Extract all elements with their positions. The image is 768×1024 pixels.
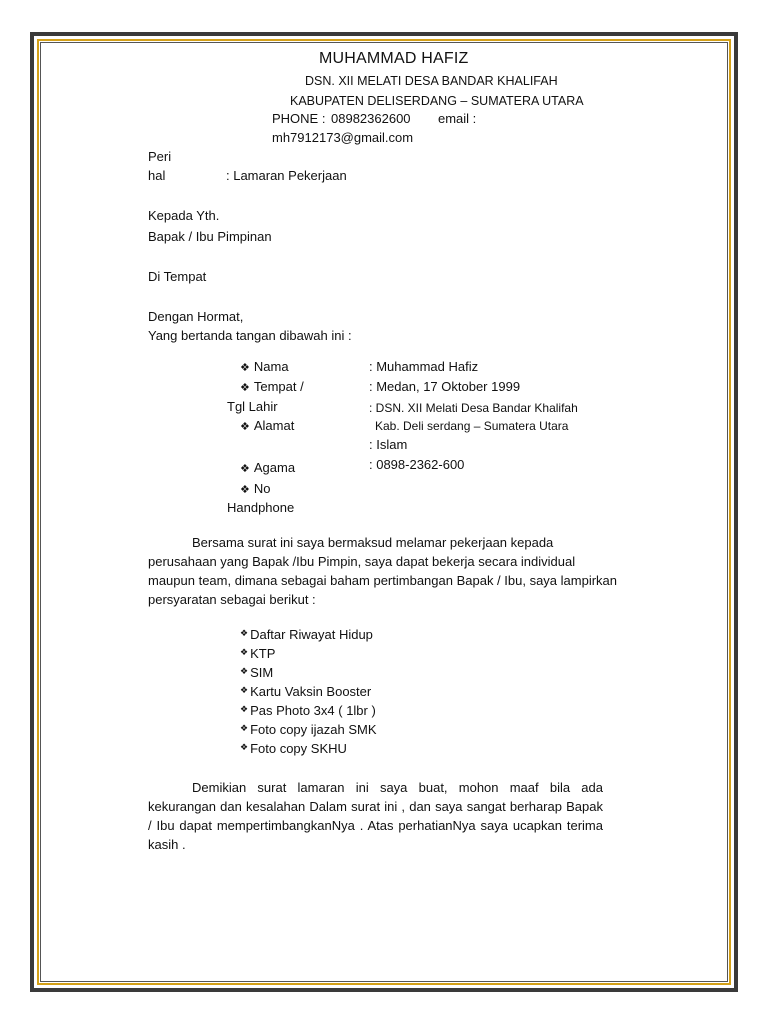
identity-label-agama: ❖ Agama	[240, 460, 296, 475]
diamond-bullet-icon: ❖	[240, 382, 250, 394]
identity-label-tgl-lahir: Tgl Lahir	[227, 399, 278, 414]
identity-value-hp: : 0898-2362-600	[369, 457, 465, 472]
email-value: mh7912173@gmail.com	[272, 130, 414, 145]
diamond-bullet-icon: ❖	[240, 647, 249, 657]
list-item: ❖ Daftar Riwayat Hidup	[240, 627, 373, 642]
body-paragraph: Bersama surat ini saya bermaksud melamar pekerjaan kepada perusahaan yang Bapak /Ibu Pimpin, saya dapat bekerja secara individual maupun team, dimana sebagai baham pertimbangan Bapak / Ibu, saya lampirkan persyaratan sebagai berikut :	[148, 535, 618, 607]
diamond-bullet-icon: ❖	[240, 463, 250, 475]
diamond-bullet-icon: ❖	[240, 628, 249, 638]
list-item: ❖ Foto copy ijazah SMK	[240, 722, 377, 737]
list-item: ❖ Kartu Vaksin Booster	[240, 684, 372, 699]
identity-value-alamat-1: : DSN. XII Melati Desa Bandar Khalifah	[369, 401, 578, 415]
subject-label-part2: hal	[148, 168, 166, 183]
diamond-bullet-icon: ❖	[240, 704, 249, 714]
phone-value: 08982362600	[331, 111, 411, 126]
identity-value-ttl: : Medan, 17 Oktober 1999	[369, 379, 521, 394]
recipient-line-1: Kepada Yth.	[148, 208, 220, 223]
identity-label-tempat: ❖ Tempat /	[240, 379, 304, 394]
recipient-place: Di Tempat	[148, 269, 207, 284]
identity-label-handphone: Handphone	[227, 500, 295, 515]
identity-value-alamat-2: Kab. Deli serdang – Sumatera Utara	[375, 419, 569, 433]
list-item: ❖ Foto copy SKHU	[240, 741, 347, 756]
subject-value: : Lamaran Pekerjaan	[226, 168, 347, 183]
address-line-2: KABUPATEN DELISERDANG – SUMATERA UTARA	[290, 94, 584, 108]
diamond-bullet-icon: ❖	[240, 685, 249, 695]
identity-label-no: ❖ No	[240, 481, 271, 496]
subject-label-part1: Peri	[148, 149, 172, 164]
list-item: ❖ SIM	[240, 665, 274, 680]
phone-label: PHONE :	[272, 111, 326, 126]
list-item: ❖ Pas Photo 3x4 ( 1lbr )	[240, 703, 376, 718]
recipient-line-2: Bapak / Ibu Pimpinan	[148, 229, 272, 244]
identity-value-nama: : Muhammad Hafiz	[369, 359, 479, 374]
applicant-name: MUHAMMAD HAFIZ	[319, 50, 469, 67]
intro-text: Yang bertanda tangan dibawah ini :	[148, 328, 352, 343]
email-label: email :	[438, 111, 477, 126]
identity-label-alamat: ❖ Alamat	[240, 418, 295, 433]
diamond-bullet-icon: ❖	[240, 666, 249, 676]
identity-label-nama: ❖ Nama	[240, 359, 289, 374]
greeting: Dengan Hormat,	[148, 309, 244, 324]
diamond-bullet-icon: ❖	[240, 362, 250, 374]
diamond-bullet-icon: ❖	[240, 421, 250, 433]
address-line-1: DSN. XII MELATI DESA BANDAR KHALIFAH	[305, 74, 558, 88]
diamond-bullet-icon: ❖	[240, 723, 249, 733]
list-item: ❖ KTP	[240, 646, 276, 661]
identity-value-agama: : Islam	[369, 437, 408, 452]
diamond-bullet-icon: ❖	[240, 484, 250, 496]
closing-paragraph: Demikian surat lamaran ini saya buat, mohon maaf bila ada kekurangan dan kesalahan Dalam surat ini , dan saya sangat berharap Bapak / Ibu dapat mempertimbangkanNya . Atas perhatianNya saya ucapkan terima kasih .	[148, 780, 603, 852]
diamond-bullet-icon: ❖	[240, 742, 249, 752]
